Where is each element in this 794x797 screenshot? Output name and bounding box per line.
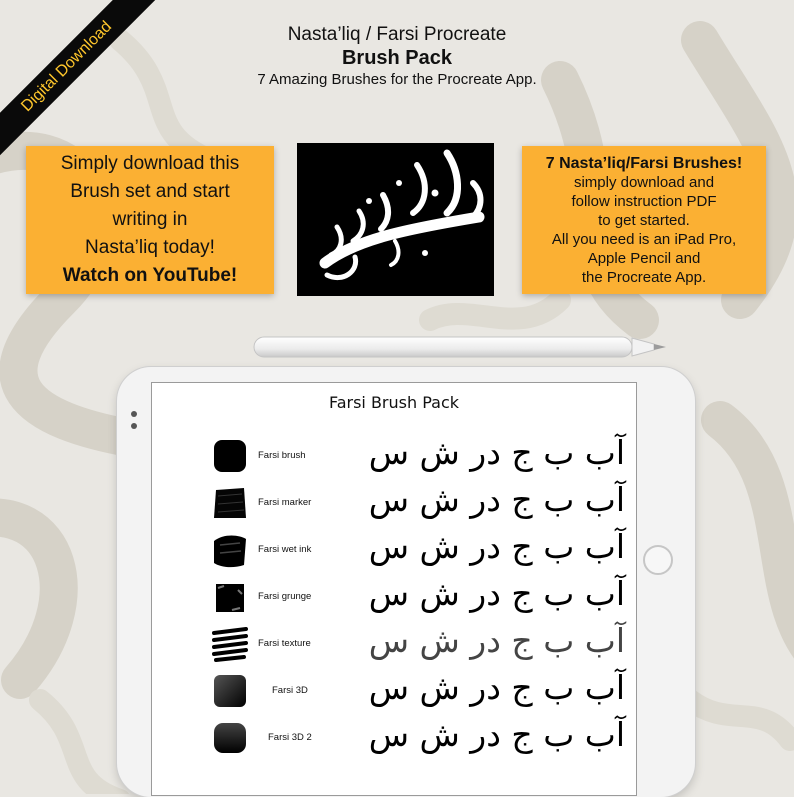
ribbon-label: Digital Download bbox=[18, 18, 116, 116]
info-line: All you need is an iPad Pro, bbox=[551, 230, 737, 248]
info-line: to get started. bbox=[598, 211, 690, 229]
brush-sample-script: آب ب ج در ش س bbox=[368, 527, 625, 566]
page-subtitle: Brush Pack bbox=[341, 47, 453, 69]
sensor-icon bbox=[131, 423, 137, 429]
promo-line: Nasta’liq today! bbox=[85, 237, 215, 258]
brush-pack-title: Farsi Brush Pack bbox=[328, 393, 460, 412]
brush-swatch bbox=[210, 719, 250, 757]
brush-row-farsi-3d[interactable] bbox=[152, 668, 636, 715]
calligraphy-strokes bbox=[297, 143, 494, 296]
nastaliq-calligraphy-tile bbox=[297, 143, 494, 296]
brush-swatch bbox=[210, 578, 250, 616]
info-line: follow instruction PDF bbox=[571, 192, 717, 210]
home-button-icon[interactable] bbox=[643, 545, 673, 575]
promo-line: Brush set and start bbox=[70, 181, 230, 202]
brush-name: Farsi marker bbox=[258, 497, 312, 508]
apple-pencil-icon bbox=[252, 334, 672, 360]
brush-sample-script: آب ب ج در ش س bbox=[368, 668, 625, 707]
promo-line: writing in bbox=[112, 209, 188, 230]
brush-swatch bbox=[210, 625, 250, 663]
brush-row-farsi-brush[interactable] bbox=[152, 433, 636, 480]
brush-sample-script: آب ب ج در ش س bbox=[368, 715, 625, 754]
brush-sample-script: آب ب ج در ش س bbox=[368, 574, 625, 613]
download-promo-box bbox=[26, 146, 274, 294]
page-title: Nasta’liq / Farsi Procreate bbox=[287, 24, 507, 45]
brush-info-box bbox=[522, 146, 766, 294]
brush-name: Farsi brush bbox=[258, 450, 306, 461]
brush-name: Farsi grunge bbox=[258, 591, 312, 602]
ipad-screen bbox=[151, 382, 637, 796]
brush-swatch bbox=[210, 484, 250, 522]
brush-row-farsi-grunge[interactable] bbox=[152, 574, 636, 621]
brush-name: Farsi texture bbox=[258, 638, 311, 649]
info-line: simply download and bbox=[573, 173, 715, 191]
brush-row-farsi-marker[interactable] bbox=[152, 480, 636, 527]
brush-row-farsi-3d-2[interactable] bbox=[152, 715, 636, 762]
brush-swatch bbox=[210, 672, 250, 710]
promo-line: Simply download this bbox=[60, 153, 240, 174]
brush-swatch bbox=[210, 437, 250, 475]
brush-row-farsi-wet-ink[interactable] bbox=[152, 527, 636, 574]
ipad-device bbox=[117, 367, 695, 797]
info-heading: 7 Nasta’liq/Farsi Brushes! bbox=[545, 154, 743, 172]
camera-icon bbox=[131, 411, 137, 417]
brush-name: Farsi wet ink bbox=[258, 544, 312, 555]
brush-swatch bbox=[210, 531, 250, 569]
brush-name: Farsi 3D bbox=[272, 685, 308, 696]
brush-row-farsi-texture[interactable] bbox=[152, 621, 636, 668]
page-tagline: 7 Amazing Brushes for the Procreate App. bbox=[257, 71, 537, 88]
brush-sample-script: آب ب ج در ش س bbox=[368, 480, 625, 519]
brush-name: Farsi 3D 2 bbox=[268, 732, 312, 743]
brush-sample-script: آب ب ج در ش س bbox=[368, 621, 625, 660]
info-line: Apple Pencil and bbox=[587, 249, 701, 267]
brush-sample-script: آب ب ج در ش س bbox=[368, 433, 625, 472]
info-line: the Procreate App. bbox=[581, 268, 707, 286]
youtube-link[interactable]: Watch on YouTube! bbox=[62, 265, 238, 286]
